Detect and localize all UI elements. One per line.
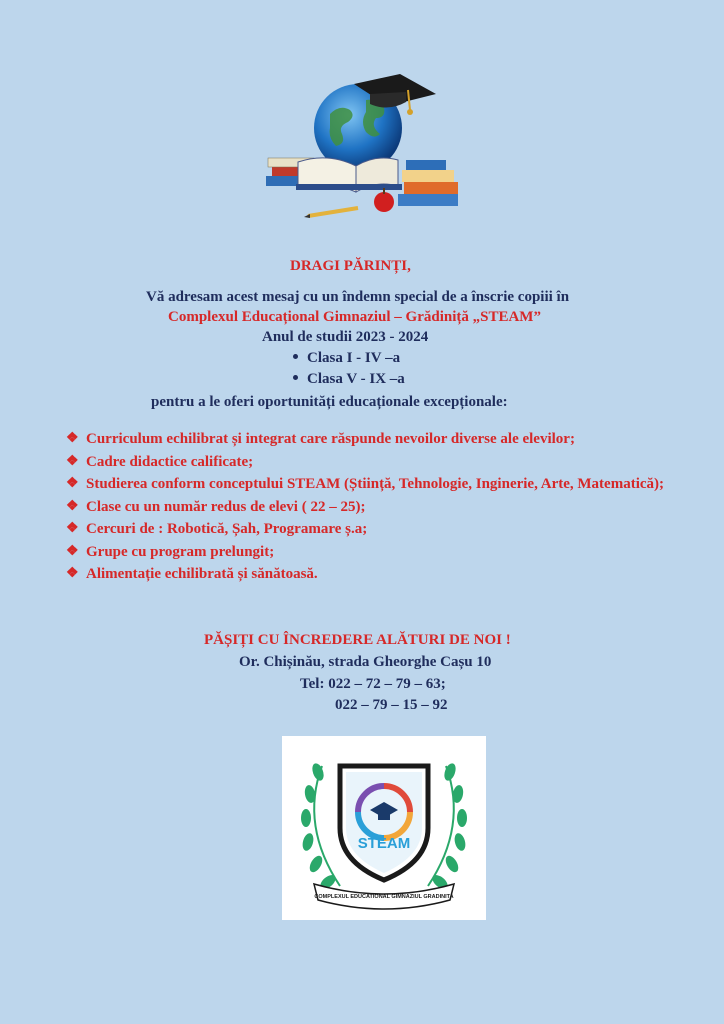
- bullet-dot-icon: [293, 375, 298, 380]
- feature-text: Cercuri de : Robotică, Șah, Programare ș.a;: [86, 521, 368, 537]
- address: Or. Chișinău, strada Gheorghe Cașu 10: [239, 654, 492, 670]
- feature-item: [66, 428, 666, 451]
- logo-text: STEAM: [357, 835, 411, 852]
- phone-secondary: 022 – 79 – 15 – 92: [335, 697, 448, 713]
- phone-primary: Tel: 022 – 72 – 79 – 63;: [300, 676, 446, 692]
- class-label: Clasa V - IX –a: [307, 371, 405, 387]
- diamond-bullet-icon: ❖: [66, 453, 79, 469]
- diamond-bullet-icon: ❖: [66, 476, 79, 491]
- feature-text: Curriculum echilibrat și integrat care răspunde nevoilor diverse ale elevilor;: [86, 431, 575, 447]
- feature-text: Clase cu un număr redus de elevi ( 22 – 25);: [86, 498, 366, 515]
- school-name: Complexul Educațional Gimnaziul – Grădiniță „STEAM”: [168, 309, 541, 325]
- steam-logo-graphic: [282, 736, 486, 920]
- feature-text: Grupe cu program prelungit;: [86, 543, 275, 560]
- call-to-action: PĂȘIȚI CU ÎNCREDERE ALĂTURI DE NOI !: [204, 632, 511, 648]
- class-item: [293, 371, 405, 388]
- steam-logo: [282, 736, 486, 920]
- greeting-heading: DRAGI PĂRINȚI,: [290, 258, 411, 274]
- pencil-icon: [304, 208, 358, 218]
- features-list: [66, 428, 666, 586]
- feature-item: [66, 563, 666, 586]
- feature-item: [66, 496, 666, 519]
- school-year: Anul de studii 2023 - 2024: [262, 329, 429, 345]
- intro-line: Vă adresam acest mesaj cu un îndemn special de a înscrie copiii în: [146, 289, 570, 305]
- feature-text: Studierea conform conceptului STEAM (Știință, Tehnologie, Inginerie, Arte, Matematică);: [86, 476, 665, 492]
- purpose-line: pentru a le oferi oportunități educaționale excepționale:: [151, 394, 508, 410]
- laurel-left-icon: [301, 762, 340, 892]
- apple-icon: [374, 188, 394, 212]
- open-book-icon: [296, 158, 402, 192]
- diamond-bullet-icon: ❖: [66, 431, 79, 446]
- diamond-bullet-icon: ❖: [66, 543, 79, 559]
- diamond-bullet-icon: ❖: [66, 498, 79, 514]
- diamond-bullet-icon: ❖: [66, 521, 79, 536]
- hero-illustration: [258, 66, 468, 226]
- ribbon-text: COMPLEXUL EDUCATIONAL GIMNAZIUL GRADINITA: [314, 894, 454, 900]
- feature-text: Cadre didactice calificate;: [86, 453, 254, 470]
- feature-item: [66, 518, 666, 541]
- feature-item: [66, 541, 666, 564]
- feature-item: [66, 451, 666, 474]
- bullet-dot-icon: [293, 354, 298, 359]
- class-item: [293, 350, 400, 367]
- feature-item: [66, 473, 666, 496]
- class-label: Clasa I - IV –a: [307, 350, 401, 366]
- diamond-bullet-icon: ❖: [66, 566, 79, 581]
- books-right-icon: [398, 160, 458, 206]
- feature-text: Alimentație echilibrată și sănătoasă.: [86, 566, 318, 582]
- laurel-right-icon: [428, 762, 467, 892]
